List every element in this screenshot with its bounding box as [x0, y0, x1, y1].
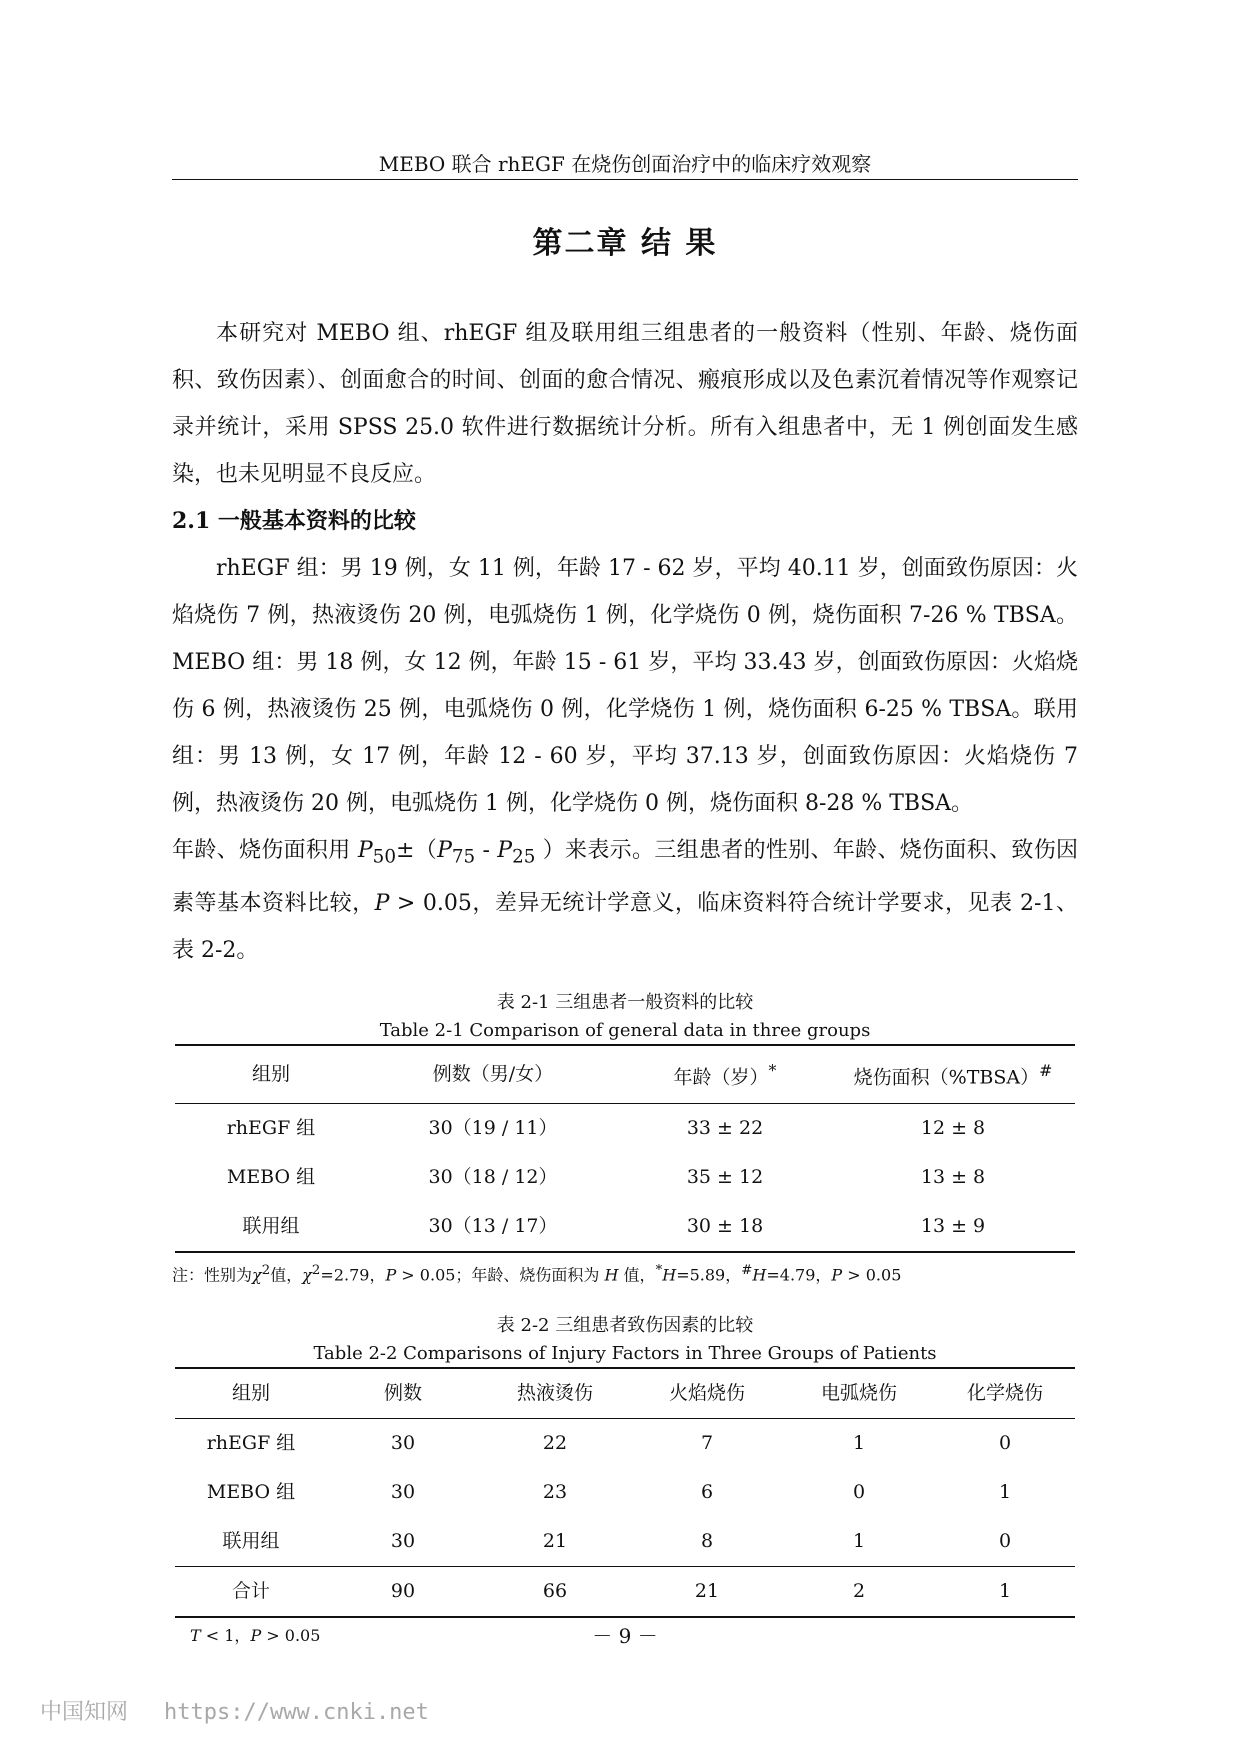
stats-text-b: ）来表示。三组患者的性别、年龄、烧伤面积、致伤因素等基本资料比较， — [172, 838, 1079, 917]
table-cell: rhEGF 组 — [226, 1116, 316, 1139]
p75-symbol: P — [437, 838, 452, 863]
table-cell: 21 — [631, 1567, 783, 1618]
body-text — [172, 310, 1078, 1650]
table2-header-chemical: 化学烧伤 — [935, 1368, 1075, 1419]
table-cell: 1 — [935, 1567, 1075, 1618]
table-cell: 13 ± 9 — [831, 1202, 1075, 1252]
table-cell: 1 — [852, 1432, 866, 1455]
watermark-url: https://www.cnki.net — [164, 1700, 429, 1725]
note-text: 值， — [618, 1265, 656, 1285]
note-text: =5.89， — [676, 1265, 742, 1285]
note-h: H — [662, 1265, 677, 1285]
note-text: =4.79， — [766, 1265, 832, 1285]
note-p: P — [831, 1265, 843, 1285]
table-cell: 0 — [998, 1530, 1012, 1553]
note-hash: # — [741, 1262, 753, 1278]
table-row — [175, 1103, 1075, 1153]
table-cell: MEBO 组 — [206, 1481, 296, 1504]
table2-header-group: 组别 — [175, 1368, 327, 1419]
table-cell: 合计 — [175, 1567, 327, 1618]
table-cell: 30 — [390, 1530, 416, 1553]
note-text: > 0.05 — [261, 1626, 321, 1646]
note-t: T — [190, 1626, 201, 1646]
intro-paragraph: 本研究对 MEBO 组、rhEGF 组及联用组三组患者的一般资料（性别、年龄、烧伤面积、致伤因素）、创面愈合的时间、创面的愈合情况、瘢痕形成以及色素沉着情况等作观察记录并统计，采用 SPSS 25.0 软件进行数据统计分析。所有入组患者中，无 1 例创面发生感染，也未见明显不良反应。 — [172, 321, 1078, 487]
table-cell: 90 — [327, 1567, 479, 1618]
note-text: 注：性别为 — [172, 1265, 253, 1285]
running-header: MEBO 联合 rhEGF 在烧伤创面治疗中的临床疗效观察 — [378, 152, 872, 176]
table-cell: 8 — [700, 1530, 714, 1553]
table1-caption-cn: 表 2-1 三组患者一般资料的比较 — [496, 992, 754, 1014]
stats-minus: - — [475, 838, 498, 863]
table1-header-area-mark: # — [1039, 1061, 1053, 1081]
table2-header-flame: 火焰烧伤 — [631, 1368, 783, 1419]
table1-note — [172, 1257, 1078, 1289]
table-row — [175, 1517, 1075, 1567]
note-star: * — [655, 1262, 663, 1278]
table-injury-factors — [175, 1367, 1075, 1618]
table-row — [175, 1468, 1075, 1517]
stats-paragraph — [172, 827, 1078, 974]
page-number: － 9 － — [592, 1624, 658, 1648]
table-cell: 66 — [479, 1567, 631, 1618]
table-cell: 1 — [852, 1530, 866, 1553]
table-cell: 30（13 / 17） — [367, 1202, 619, 1252]
note-text: < 1， — [200, 1626, 251, 1646]
stats-text-a: 年龄、烧伤面积用 — [172, 838, 358, 863]
table-cell: MEBO 组 — [226, 1165, 316, 1188]
table1-header-area-label: 烧伤面积（%TBSA） — [853, 1066, 1040, 1089]
table-cell: 2 — [783, 1567, 935, 1618]
table1-header-age-mark: * — [768, 1061, 777, 1081]
note-h: H — [752, 1265, 767, 1285]
note-text: 值， — [270, 1265, 303, 1285]
p75-subscript: 75 — [451, 846, 476, 868]
table1-header-cases: 例数（男/女） — [367, 1045, 619, 1103]
table-cell: 30 — [390, 1432, 416, 1455]
p50-subscript: 50 — [372, 846, 396, 868]
p25-subscript: 25 — [512, 846, 536, 868]
table1-header-group: 组别 — [175, 1045, 367, 1103]
table2-caption-cn: 表 2-2 三组患者致伤因素的比较 — [496, 1315, 754, 1337]
note-p: P — [250, 1626, 262, 1646]
table-general-data — [175, 1044, 1075, 1252]
table-cell: 30（18 / 12） — [428, 1165, 558, 1188]
watermark-cn: 中国知网 — [40, 1700, 129, 1725]
note-chi-sup: 2 — [311, 1262, 321, 1278]
table-cell: 1 — [998, 1481, 1012, 1504]
table2-header-arc: 电弧烧伤 — [783, 1368, 935, 1419]
p50-symbol: P — [357, 838, 373, 863]
table-cell: 21 — [542, 1530, 568, 1553]
table-row — [175, 1153, 1075, 1202]
note-text: > 0.05；年龄、烧伤面积为 — [396, 1265, 605, 1285]
note-text: > 0.05 — [842, 1265, 902, 1285]
table2-header-cases: 例数 — [327, 1368, 479, 1419]
table-total-row — [175, 1567, 1075, 1618]
table-cell: 联用组 — [175, 1202, 367, 1252]
table-cell: 23 — [542, 1481, 568, 1504]
p-value-symbol: P — [374, 891, 390, 917]
groups-paragraph: rhEGF 组：男 19 例，女 11 例，年龄 17 - 62 岁，平均 40.11 岁，创面致伤原因：火焰烧伤 7 例，热液烫伤 20 例，电弧烧伤 1 例，化学烧伤 0 例，烧伤面积 7-26 % TBSA。MEBO 组：男 18 例，女 12 例，年龄 15 - 61 岁，平均 33.43 岁，创面致伤原因：火焰烧伤 6 例，热液烫伤 25 例，电弧烧伤 0 例，化学烧伤 1 例，烧伤面积 6-25 % TBSA。联用组：男 13 例，女 17 例，年龄 12 - 60 岁，平均 37.13 岁，创面致伤原因：火焰烧伤 7 例，热液烫伤 20 例，电弧烧伤 1 例，化学烧伤 0 例，烧伤面积 8-28 % TBSA。 — [172, 556, 1078, 816]
table-row — [175, 1202, 1075, 1252]
note-h: H — [604, 1265, 619, 1285]
note-p: P — [385, 1265, 397, 1285]
table-cell: 13 ± 8 — [920, 1165, 986, 1188]
note-chi-sup: 2 — [261, 1262, 271, 1278]
chapter-title: 第二章 结 果 — [532, 226, 718, 261]
table1-header-age-label: 年龄（岁） — [673, 1066, 769, 1089]
stats-pm: ±（ — [396, 838, 438, 863]
section-heading: 2.1 一般基本资料的比较 — [172, 508, 416, 534]
table1-header-area — [831, 1045, 1075, 1103]
stats-text-c: > 0.05，差异无统计学意义，临床资料符合统计学要求，见表 2-1、表 2-2。 — [172, 891, 1078, 964]
table-cell: 联用组 — [222, 1530, 280, 1553]
table-cell: 30 ± 18 — [619, 1202, 831, 1252]
table-cell: 30 — [390, 1481, 416, 1504]
table1-header-age — [619, 1045, 831, 1103]
table1-header-row — [175, 1045, 1075, 1103]
header-rule — [172, 179, 1078, 180]
table-cell: 22 — [542, 1432, 568, 1455]
table1-caption-en: Table 2-1 Comparison of general data in three groups — [379, 1020, 871, 1042]
table-cell: 0 — [852, 1481, 866, 1504]
table2-header-scald: 热液烫伤 — [479, 1368, 631, 1419]
table2-header-row — [175, 1368, 1075, 1419]
table-cell: 33 ± 22 — [686, 1116, 764, 1139]
table-cell: 6 — [700, 1481, 714, 1504]
table-cell: 7 — [700, 1432, 714, 1455]
cnki-watermark — [40, 1695, 429, 1726]
table-cell: rhEGF 组 — [206, 1432, 296, 1455]
table-cell: 0 — [998, 1432, 1012, 1455]
table-cell: 35 ± 12 — [686, 1165, 764, 1188]
note-chi: χ — [302, 1265, 312, 1285]
note-text: =2.79， — [320, 1265, 386, 1285]
table2-caption-en: Table 2-2 Comparisons of Injury Factors in Three Groups of Patients — [313, 1343, 937, 1365]
table-cell: 30（19 / 11） — [428, 1116, 558, 1139]
table-cell: 12 ± 8 — [920, 1116, 986, 1139]
p25-symbol: P — [497, 838, 513, 863]
table-row — [175, 1419, 1075, 1469]
note-chi: χ — [252, 1265, 262, 1285]
